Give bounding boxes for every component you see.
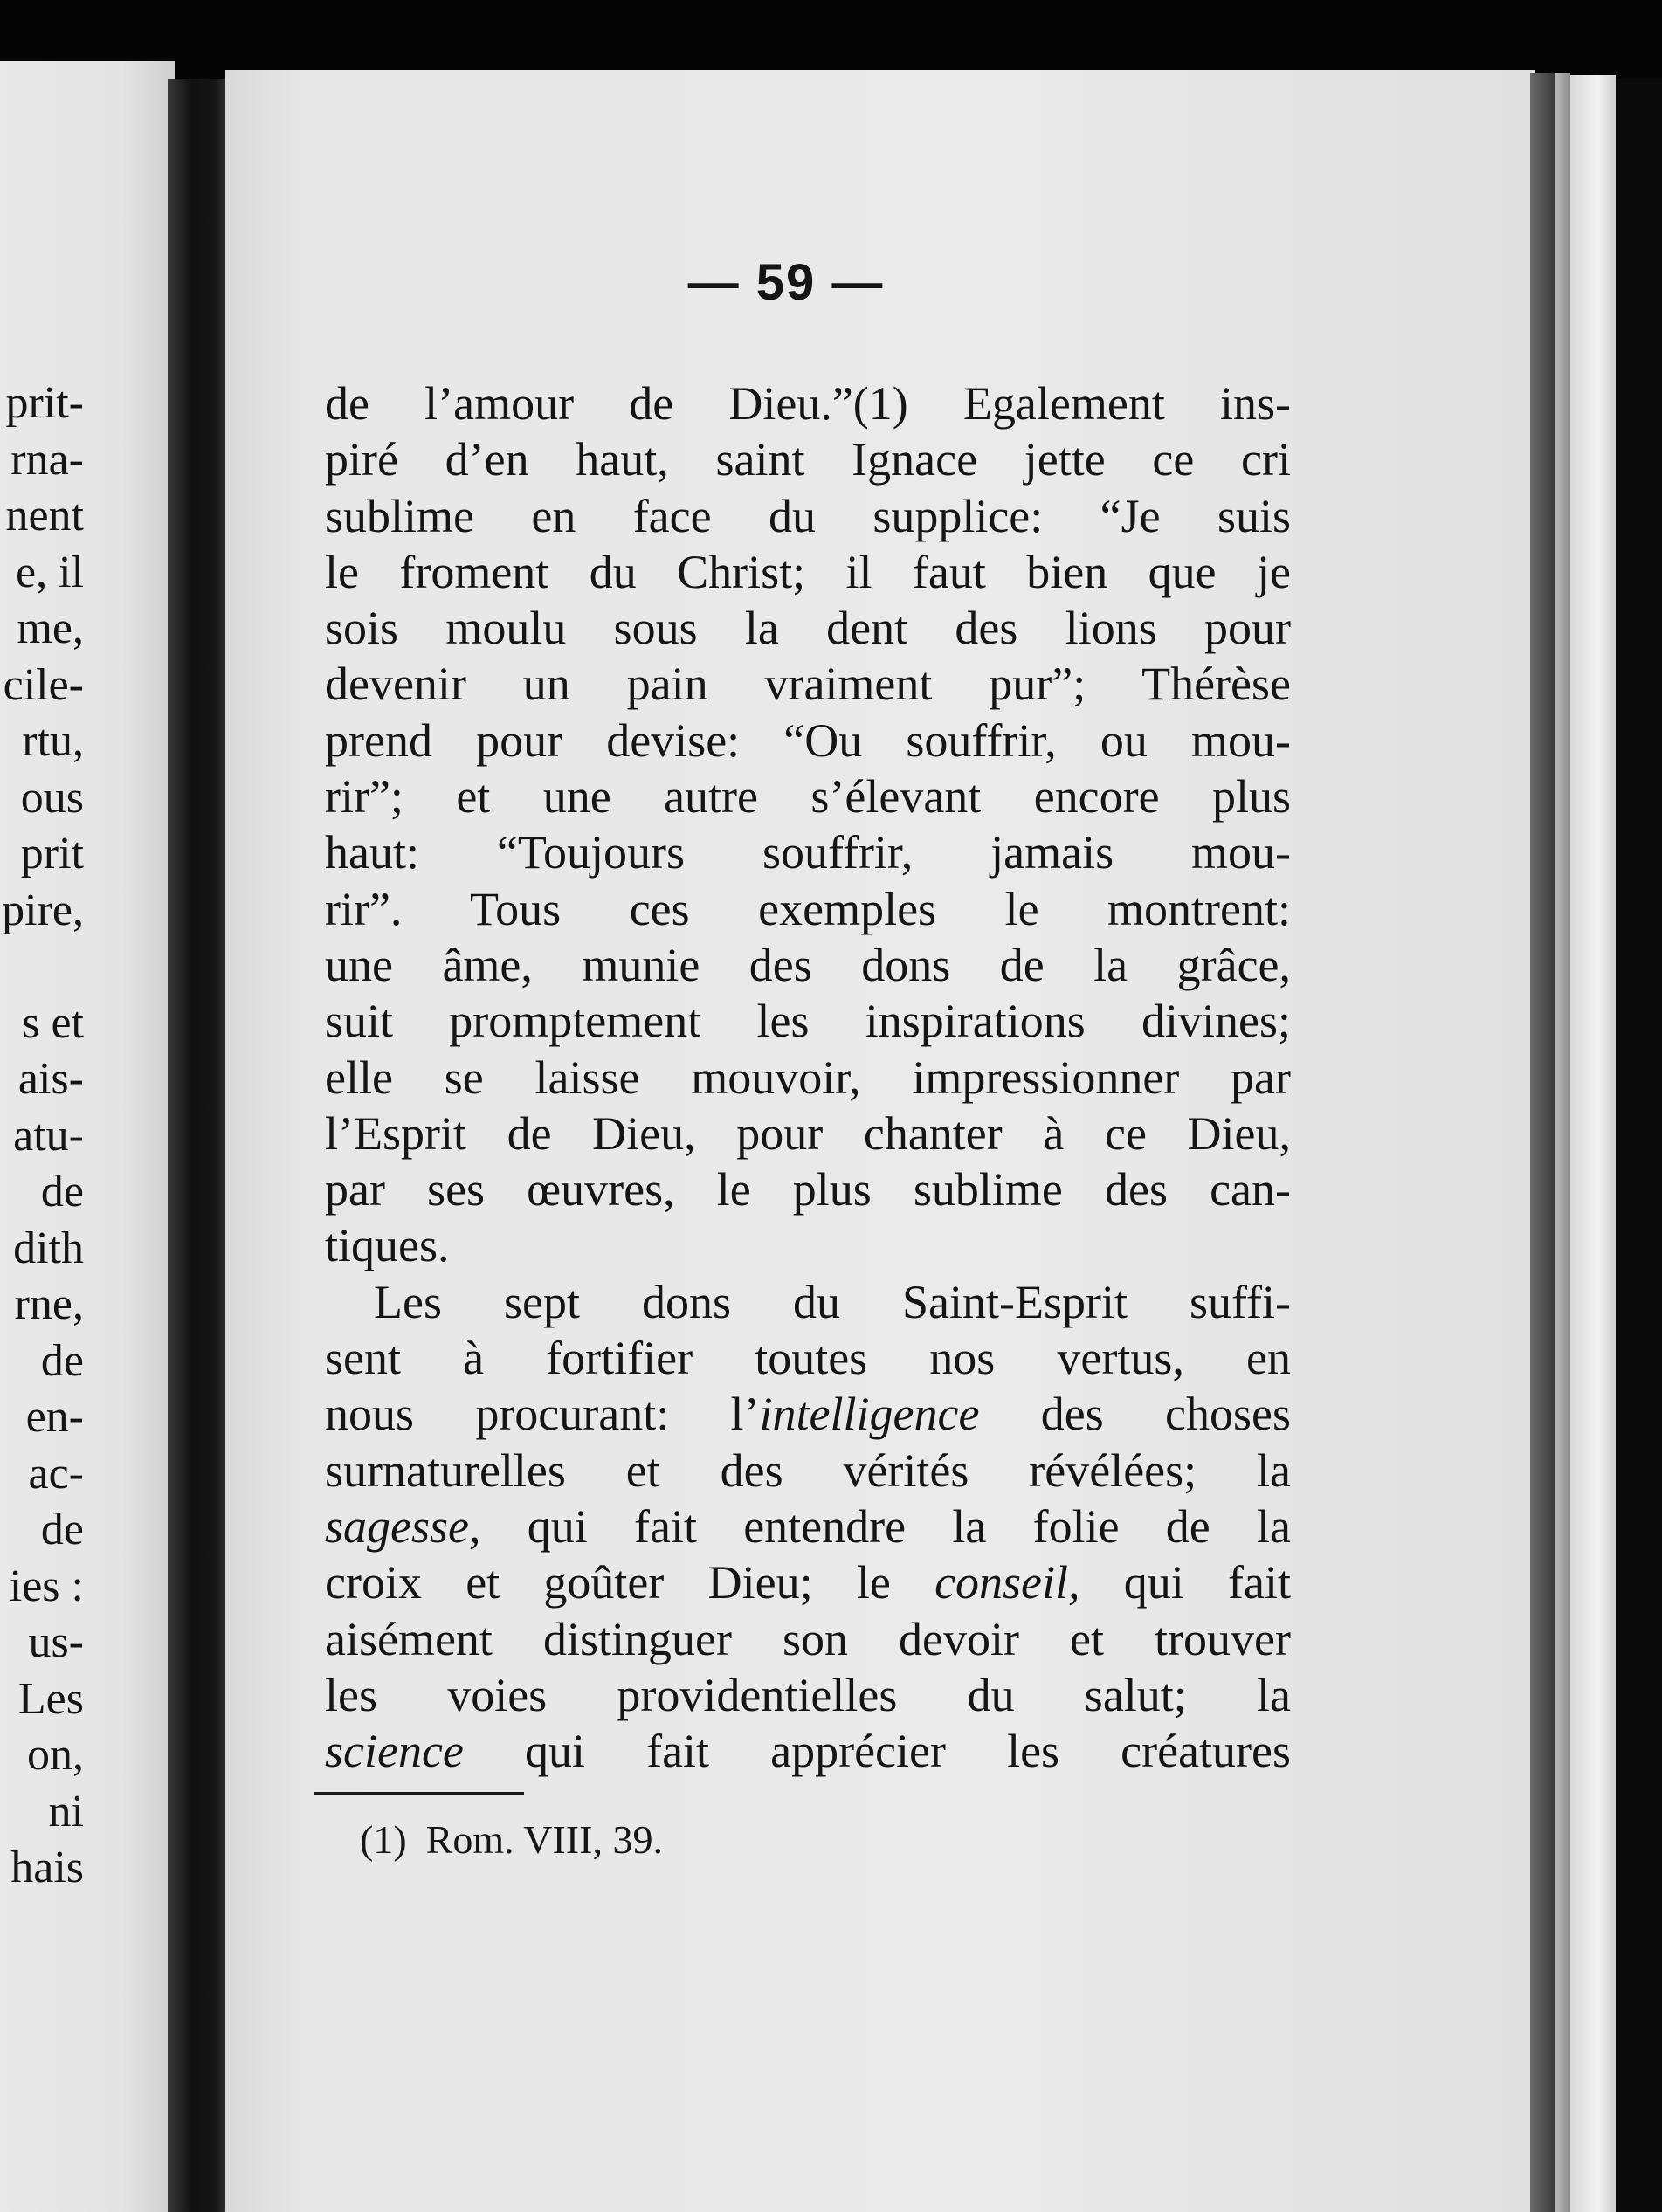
left-page-line-fragment: en- [25, 1392, 84, 1442]
left-page-line-fragment: ac- [28, 1448, 84, 1499]
text-segment: tiques. [325, 1219, 450, 1272]
left-page-line-fragment: cile- [3, 659, 84, 710]
left-page-line-fragment: ies : [9, 1561, 84, 1611]
italic-term: intelligence [759, 1388, 980, 1441]
italic-term: sagesse, [325, 1499, 481, 1553]
left-page-line-fragment: s et [22, 997, 84, 1048]
page-edge [1555, 73, 1570, 2212]
text-segment: rir”. Tous ces exemples le montrent: [325, 882, 1291, 935]
text-line [325, 1443, 1291, 1499]
left-page-line-fragment: Les [17, 1673, 84, 1724]
left-page-line-fragment: rna- [10, 434, 84, 485]
text-line [325, 1499, 1291, 1554]
text-line [325, 881, 1291, 937]
text-segment: de l’amour de Dieu.”(1) Egalement ins- [325, 377, 1291, 430]
left-page-line-fragment: de [40, 1505, 84, 1554]
text-line [325, 1611, 1291, 1667]
text-line [325, 1050, 1291, 1106]
left-page-line-fragment: prit- [5, 378, 84, 428]
text-segment: sublime en face du supplice: “Je suis [325, 489, 1291, 542]
text-segment: sois moulu sous la dent des lions pour [325, 602, 1291, 655]
text-segment: les voies providentielles du salut; la [325, 1668, 1291, 1721]
book-gutter [168, 79, 227, 2212]
left-page-line-fragment: de [40, 1335, 84, 1386]
text-segment: piré d’en haut, saint Ignace jette ce cri [325, 433, 1291, 486]
text-segment: surnaturelles et des vérités révélées; la [325, 1444, 1291, 1497]
text-line [325, 1554, 1291, 1610]
text-segment: par ses œuvres, le plus sublime des can- [325, 1163, 1291, 1216]
text-segment: elle se laisse mouvoir, impressionner par [325, 1051, 1291, 1104]
left-page-line-fragment: rtu, [22, 716, 84, 766]
scanner-background [1616, 79, 1662, 2212]
text-line [325, 1217, 1291, 1273]
text-line [325, 431, 1291, 487]
left-page-line-fragment: pire, [2, 885, 84, 935]
page-stack-edge [1570, 75, 1616, 2212]
footnote-rule [314, 1792, 524, 1795]
body-text [325, 376, 1291, 1779]
footnote-marker: (1) [360, 1817, 407, 1862]
text-segment: suit promptement les inspirations divines; [325, 995, 1291, 1048]
footnote [360, 1816, 682, 1863]
text-line [325, 656, 1291, 712]
text-segment: sent à fortifier toutes nos vertus, en [325, 1332, 1291, 1385]
text-segment: Les sept dons du Saint-Esprit suffi- [374, 1275, 1291, 1328]
left-page-line-fragment: me, [17, 603, 84, 653]
page-number: — 59 — [687, 254, 885, 311]
left-page-line-fragment: prit [20, 829, 84, 879]
left-page-line-fragment: rne, [14, 1279, 84, 1329]
left-page-line-fragment: de [40, 1167, 84, 1216]
text-segment: aisément distinguer son devoir et trouver [325, 1612, 1291, 1665]
text-segment: prend pour devise: “Ou souffrir, ou mou- [325, 713, 1291, 767]
text-segment: une âme, munie des dons de la grâce, [325, 938, 1291, 991]
text-segment: des choses [979, 1388, 1291, 1441]
text-line [325, 600, 1291, 656]
text-line [325, 376, 1291, 431]
text-line [325, 993, 1291, 1049]
text-line [325, 1723, 1291, 1779]
text-segment: croix et goûter Dieu; le [325, 1556, 935, 1609]
left-page-line-fragment: atu- [13, 1110, 84, 1161]
text-segment: l’Esprit de Dieu, pour chanter à ce Dieu, [325, 1106, 1291, 1160]
text-line [325, 768, 1291, 824]
text-segment: devenir un pain vraiment pur”; Thérèse [325, 658, 1291, 711]
text-line [325, 488, 1291, 544]
left-page-text-fragments [0, 376, 84, 1897]
text-line [325, 937, 1291, 993]
text-segment: rir”; et une autre s’élevant encore plus [325, 770, 1291, 823]
left-page-line-fragment: ous [20, 772, 84, 823]
left-page-line-fragment: hais [10, 1843, 84, 1892]
text-line [325, 1330, 1291, 1386]
left-page-line-fragment: e, il [16, 547, 84, 597]
text-segment: qui fait entendre la folie de la [480, 1499, 1291, 1553]
text-line [325, 713, 1291, 768]
page-edge-shadow [1530, 73, 1555, 2212]
italic-term: conseil, [934, 1556, 1080, 1609]
text-segment: haut: “Toujours souffrir, jamais mou- [325, 826, 1291, 879]
text-line [325, 544, 1291, 600]
text-line [325, 1161, 1291, 1217]
text-segment: nous procurant: l’ [325, 1388, 760, 1441]
text-line [325, 1274, 1291, 1330]
left-page-line-fragment [0, 939, 84, 996]
text-line [325, 1386, 1291, 1442]
left-page-line-fragment: ni [48, 1786, 84, 1836]
left-page-line-fragment: dith [13, 1223, 84, 1273]
left-page-line-fragment: us- [28, 1617, 84, 1667]
left-page-line-fragment: nent [5, 491, 84, 541]
text-segment: qui fait [1079, 1556, 1291, 1609]
footnote-text: Rom. VIII, 39. [425, 1817, 663, 1862]
text-line [325, 1667, 1291, 1723]
text-segment: le froment du Christ; il faut bien que je [325, 545, 1291, 598]
left-page-line-fragment: ais- [17, 1054, 84, 1104]
text-line [325, 1106, 1291, 1161]
italic-term: science [325, 1725, 464, 1778]
left-page-line-fragment: on, [27, 1730, 84, 1780]
text-line [325, 824, 1291, 880]
text-segment: qui fait apprécier les créatures [463, 1725, 1291, 1778]
